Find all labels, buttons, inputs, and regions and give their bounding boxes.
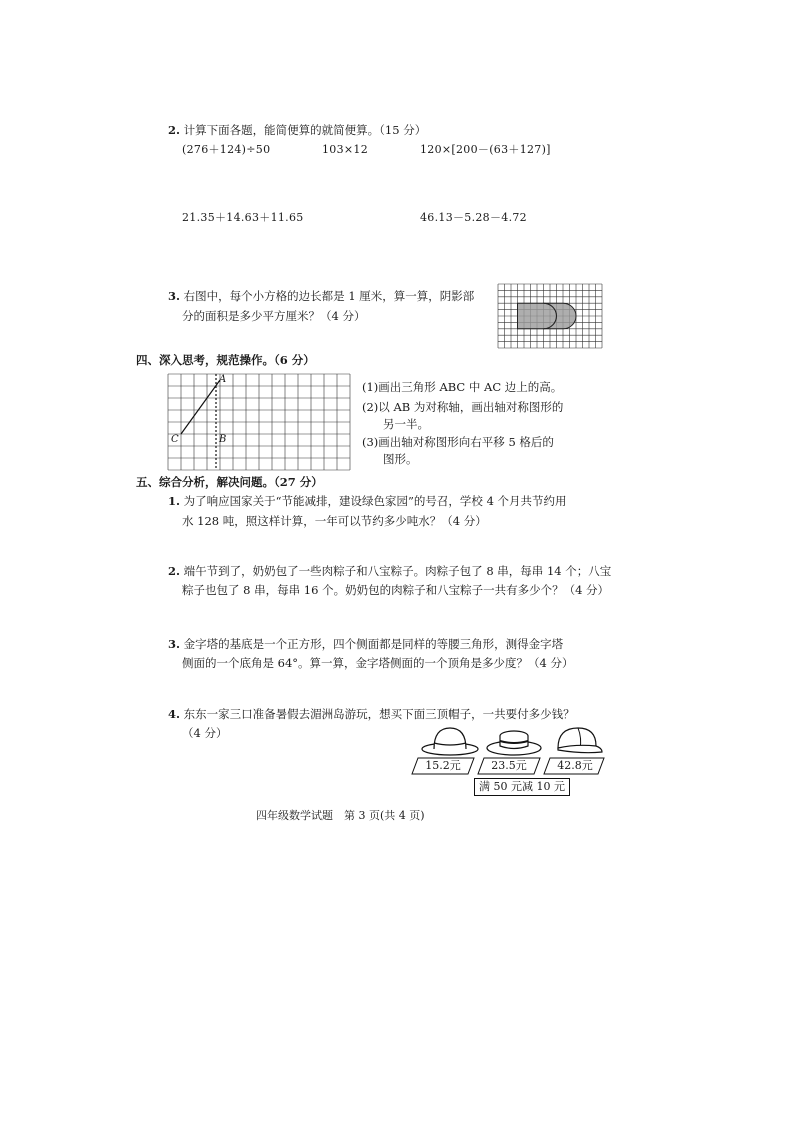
s5-q3-text-1: 金字塔的基底是一个正方形，四个侧面都是同样的等腰三角形，测得金字塔 <box>183 637 564 651</box>
price-tag-2: 23.5元 <box>491 759 527 772</box>
q2-expr-3: 120×[200－(63＋127)] <box>420 143 551 156</box>
shaded-region <box>518 303 557 329</box>
s5-q4-text-1: 东东一家三口准备暑假去湄洲岛游玩，想买下面三顶帽子，一共要付多少钱？ <box>183 707 575 721</box>
section4-item-2: (2)以 AB 为对称轴，画出轴对称图形的 <box>362 400 564 414</box>
section4-title: 四、深入思考，规范操作。（6 分） <box>136 353 315 367</box>
q2-expr-4: 21.35＋14.63＋11.65 <box>182 211 304 224</box>
q2-prompt: 计算下面各题，能简便算的就简便算。（15 分） <box>183 123 427 137</box>
vertex-c-label: C <box>171 434 179 445</box>
q3-line-2: 分的面积是多少平方厘米？（4 分） <box>182 309 366 323</box>
section4-item-3-cont: 图形。 <box>383 452 418 466</box>
q2-expr-2: 103×12 <box>322 143 369 156</box>
sun-hat-icon <box>420 722 480 758</box>
s5-q2-line-1 <box>168 561 611 581</box>
q2-expr-1: (276＋124)÷50 <box>182 143 271 156</box>
q3-line-1 <box>168 286 474 306</box>
s5-q1-line-2: 水 128 吨，照这样计算，一年可以节约多少吨水？（4 分） <box>182 514 487 528</box>
baseball-cap-icon <box>552 722 604 758</box>
promo-box: 满 50 元减 10 元 <box>474 778 570 796</box>
q2-number: 2. <box>168 123 181 137</box>
bucket-hat-icon <box>484 724 544 758</box>
s5-q4-line-1 <box>168 704 575 724</box>
s5-q3-number: 3. <box>168 637 181 651</box>
q3-number: 3. <box>168 289 181 303</box>
price-tag-1: 15.2元 <box>425 759 461 772</box>
s5-q2-text-1: 端午节到了，奶奶包了一些肉粽子和八宝粽子。肉粽子包了 8 串，每串 14 个；八宝 <box>183 564 612 578</box>
section4-item-3: (3)画出轴对称图形向右平移 5 格后的 <box>362 435 554 449</box>
section5-title: 五、综合分析，解决问题。（27 分） <box>136 475 323 489</box>
s5-q1-line-1 <box>168 491 567 511</box>
vertex-a-label: A <box>219 374 227 385</box>
q2-expr-5: 46.13－5.28－4.72 <box>420 211 527 224</box>
s5-q3-line-1 <box>168 634 563 654</box>
s5-q2-number: 2. <box>168 564 181 578</box>
s5-q3-line-2: 侧面的一个底角是 64°。算一算，金字塔侧面的一个顶角是多少度？（4 分） <box>182 656 574 670</box>
s5-q1-text-1: 为了响应国家关于“节能减排，建设绿色家园”的号召，学校 4 个月共节约用 <box>183 494 567 508</box>
price-tag-3: 42.8元 <box>557 759 593 772</box>
s5-q2-line-2: 粽子也包了 8 串，每串 16 个。奶奶包的肉粽子和八宝粽子一共有多少个？（4 分） <box>182 583 610 597</box>
segment-ca <box>181 380 220 434</box>
s5-q1-number: 1. <box>168 494 181 508</box>
triangle-grid-figure <box>168 374 350 470</box>
section4-item-2-cont: 另一半。 <box>383 417 429 431</box>
q2-heading <box>168 120 426 140</box>
q3-text-1: 右图中，每个小方格的边长都是 1 厘米，算一算，阴影部 <box>183 289 475 303</box>
s5-q4-number: 4. <box>168 707 181 721</box>
vertex-b-label: B <box>219 434 227 445</box>
s5-q4-line-2: （4 分） <box>182 726 228 740</box>
page-footer: 四年级数学试题 第 3 页(共 4 页) <box>256 809 425 822</box>
shaded-grid-figure <box>498 284 602 350</box>
section4-item-1: (1)画出三角形 ABC 中 AC 边上的高。 <box>362 380 563 394</box>
